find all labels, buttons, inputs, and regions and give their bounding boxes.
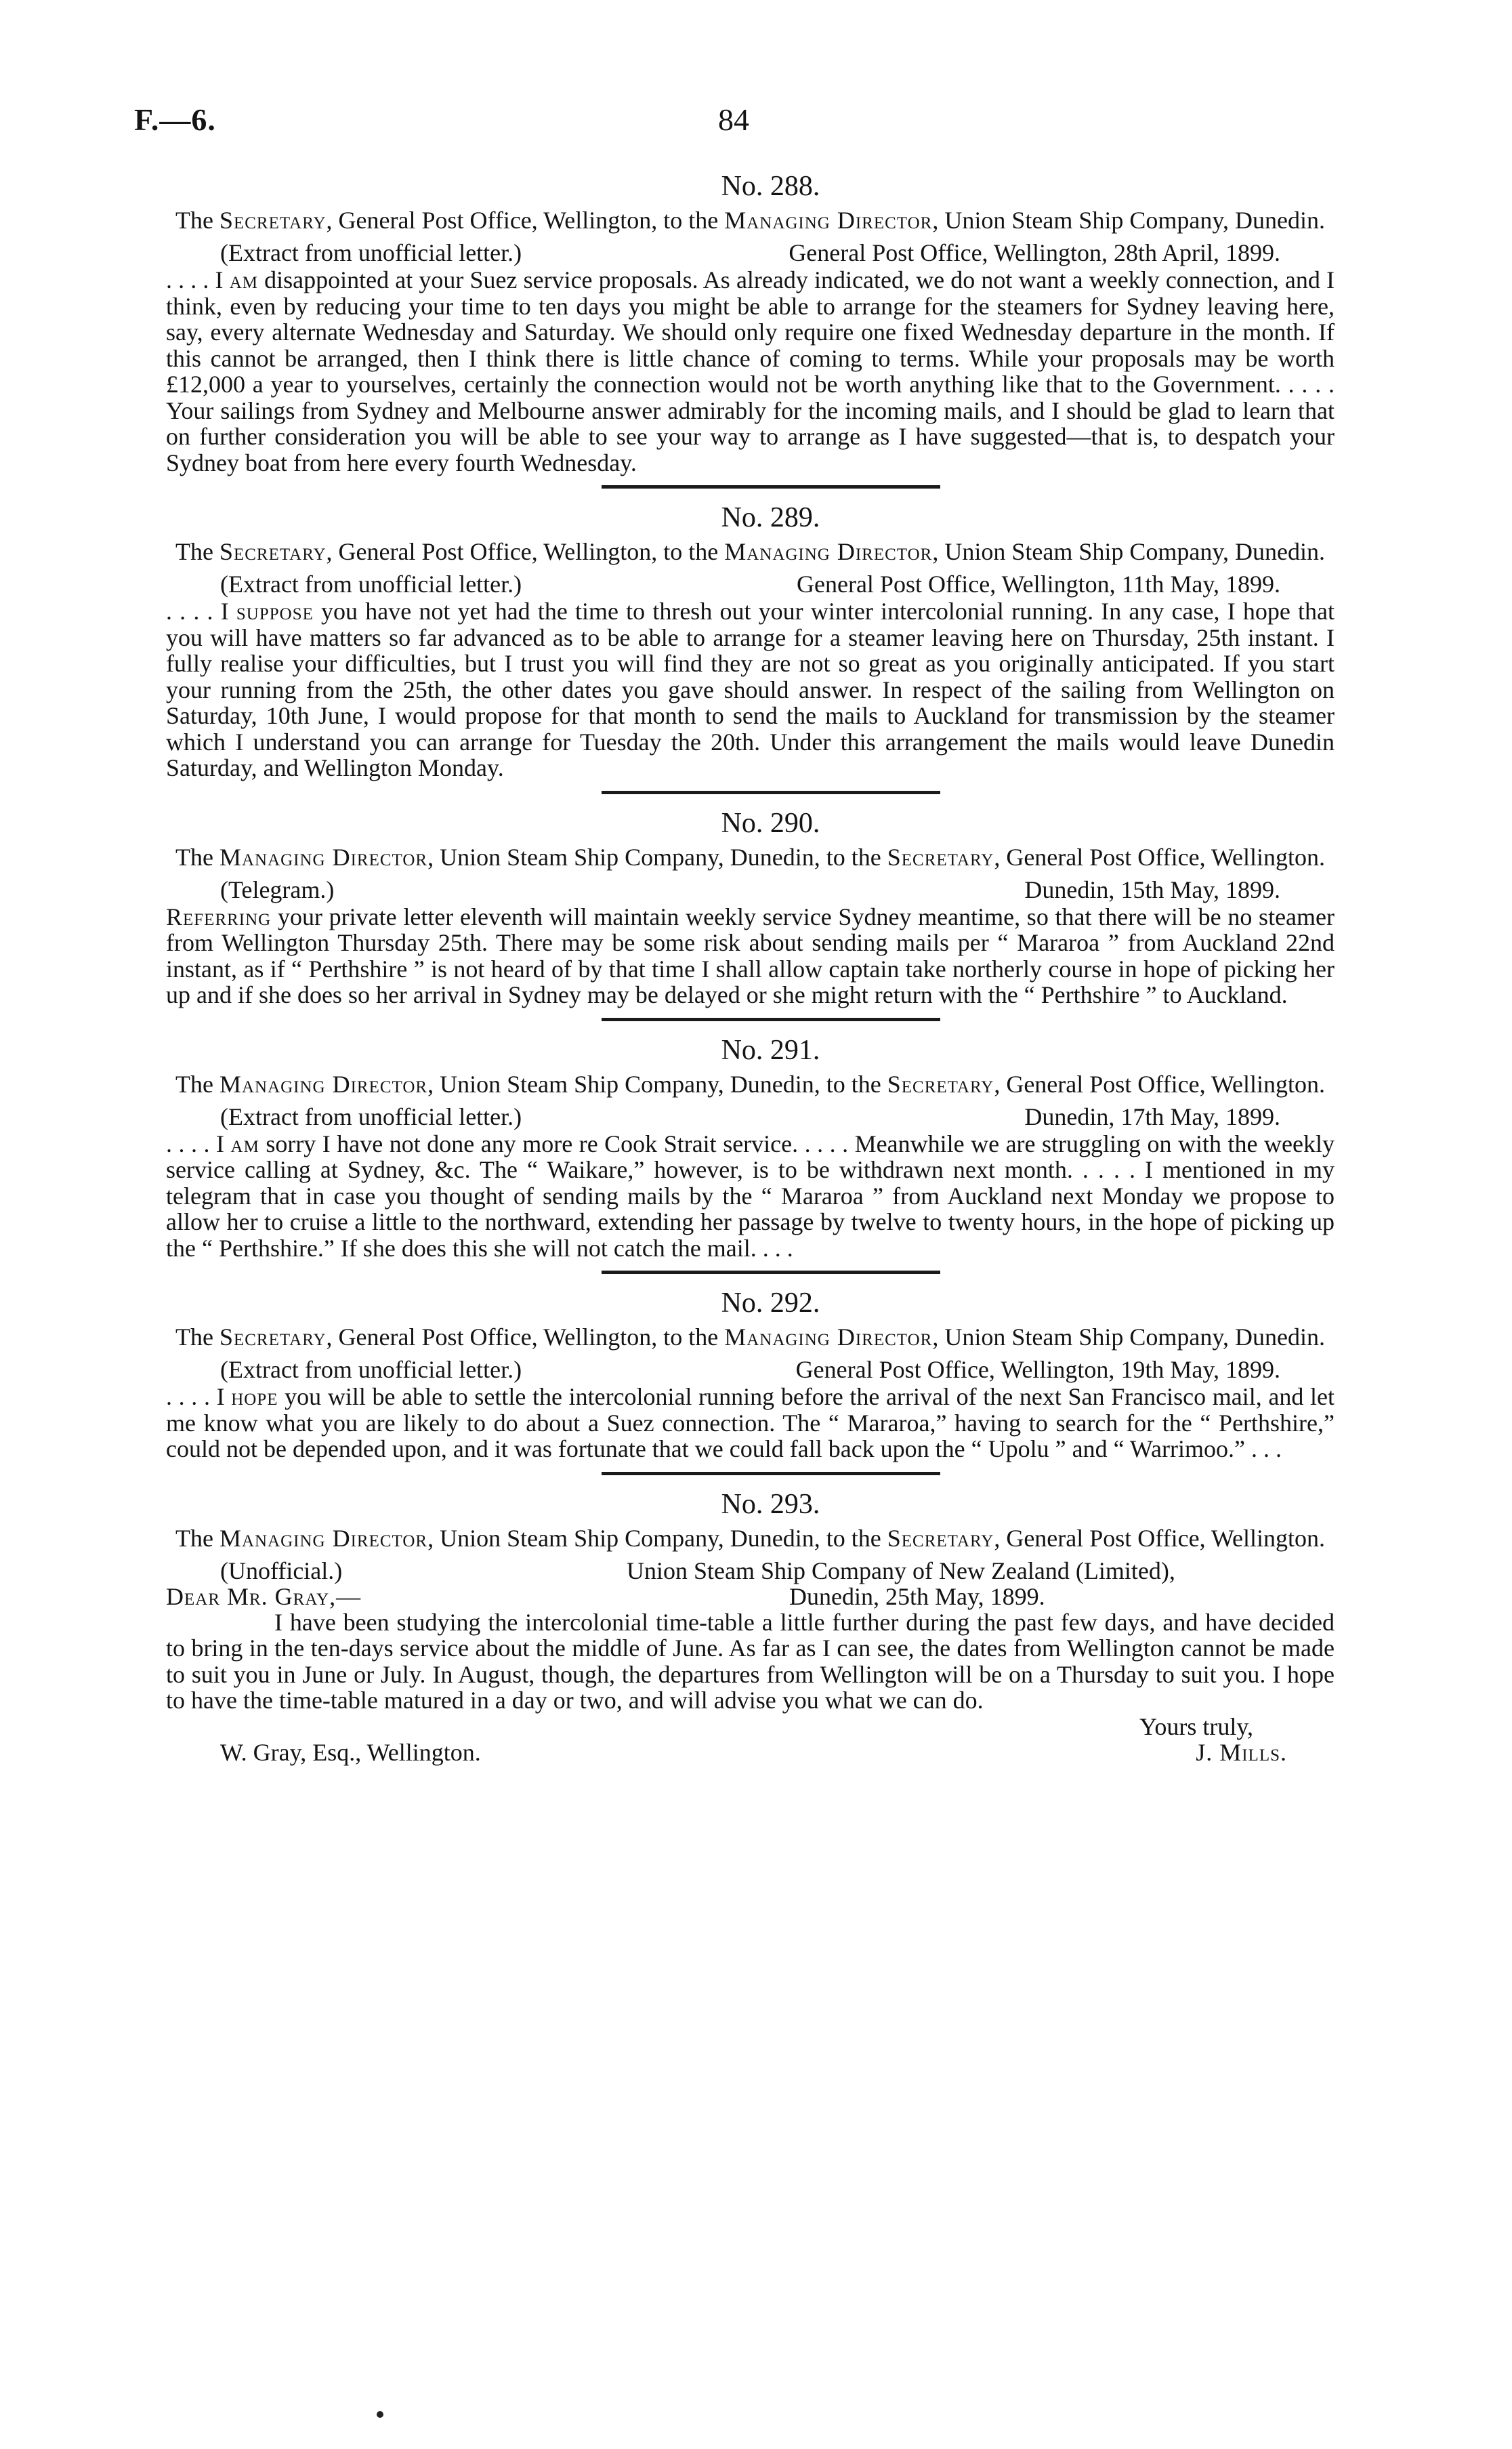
letter-heading: The Managing Director, Union Steam Ship Company, Dunedin, to the Secretary, General Post Office, Wellington. — [175, 1070, 1325, 1098]
letter-source: (Telegram.) — [220, 876, 335, 903]
letter-body: . . . . I suppose you have not yet had the time to thresh out your winter intercolonial running. In any case, I hope that you will have matters so far advanced as to be able to arrange for a steamer leaving here on Thursday, 25th instant. I fully realise your difficulties, but I trust you will find they are not so great as you originally anticipated. If you start your running from the 25th, the other dates you gave should answer. In respect of the sailing from Wellington on Saturday, 10th June, I would propose for that month to send the mails to Auckland for transmission by the steamer which I understand you can arrange for Tuesday the 20th. Under this arrangement the mails would leave Dunedin Saturday, and Wellington Monday. — [166, 598, 1335, 781]
letter-body: . . . . I am sorry I have not done any more re Cook Strait service. . . . . Meanwhile we are struggling on with the weekly service calling at Sydney, &c. The “ Waikare,” however, is to be withdrawn next month. . . . . I mentioned in my telegram that in case you thought of sending mails by the “ Mararoa ” from Auckland next Monday we propose to allow her to cruise a little to the northward, extending her passage by twelve to twenty hours, in the hope of picking up the “ Perthshire.” If she does this she will not catch the mail. . . . — [166, 1130, 1335, 1262]
section-divider — [602, 1472, 940, 1475]
letter-heading: The Secretary, General Post Office, Wellington, to the Managing Director, Union Steam Ship Company, Dunedin. — [175, 1323, 1325, 1351]
section-divider — [602, 485, 940, 489]
letter-closing — [166, 1714, 1335, 1765]
letter-293 — [166, 1487, 1335, 1765]
letter-meta — [166, 1357, 1335, 1382]
page-number: 84 — [718, 102, 749, 137]
letter-289 — [166, 501, 1335, 781]
letter-meta — [166, 1558, 1335, 1609]
valediction: Yours truly, — [1139, 1712, 1253, 1740]
letter-number: No. 292. — [721, 1288, 820, 1319]
letter-date: Dunedin, 17th May, 1899. — [1024, 1103, 1280, 1130]
section-divider — [602, 1271, 940, 1274]
letter-number: No. 290. — [721, 807, 820, 839]
letter-date: General Post Office, Wellington, 11th May, 1899. — [797, 571, 1280, 598]
letter-source: (Extract from unofficial letter.) — [220, 1103, 522, 1130]
letter-date: General Post Office, Wellington, 19th May, 1899. — [795, 1356, 1280, 1383]
letter-number: No. 293. — [721, 1488, 820, 1520]
letter-heading: The Managing Director, Union Steam Ship Company, Dunedin, to the Secretary, General Post Office, Wellington. — [175, 1524, 1325, 1552]
letter-body: . . . . I am disappointed at your Suez service proposals. As already indicated, we do not want a weekly connection, and I think, even by reducing your time to ten days you might be able to arrange for the steamers for Sydney leaving here, say, every alternate Wednesday and Saturday. We should only require one fixed Wednesday departure in the month. If this cannot be arranged, then I think there is little chance of coming to terms. While your proposals may be worth £12,000 a year to yourselves, certainly the connection would not be worth anything like that to the Government. . . . . Your sailings from Sydney and Melbourne answer admirably for the incoming mails, and I should be glad to learn that on further consideration you will be able to see your way to arrange as I have suggested—that is, to despatch your Sydney boat from here every fourth Wednesday. — [166, 266, 1335, 476]
letter-meta — [166, 240, 1335, 266]
stray-mark — [377, 2411, 383, 2418]
page-header — [0, 102, 1512, 149]
letter-source: (Extract from unofficial letter.) — [220, 1356, 522, 1383]
letter-meta — [166, 571, 1335, 597]
letter-heading: The Managing Director, Union Steam Ship Company, Dunedin, to the Secretary, General Post Office, Wellington. — [175, 843, 1325, 871]
company-name: Union Steam Ship Company of New Zealand (Limited), — [627, 1557, 1175, 1584]
letter-date: Dunedin, 15th May, 1899. — [1024, 876, 1280, 903]
letters-column — [166, 169, 1335, 1765]
letter-number: No. 291. — [721, 1034, 820, 1066]
salutation: Dear Mr. Gray,— — [166, 1582, 362, 1610]
letter-body: . . . . I hope you will be able to settle the intercolonial running before the arrival of the next San Francisco mail, and let me know what you are likely to do about a Suez connection. The “ Mararoa,” having to search for the “ Perthshire,” could not be depended upon, and it was fortunate that we could fall back upon the “ Upolu ” and “ Warrimoo.” . . . — [166, 1383, 1335, 1462]
letter-heading: The Secretary, General Post Office, Wellington, to the Managing Director, Union Steam Ship Company, Dunedin. — [175, 538, 1325, 565]
letter-meta — [166, 1104, 1335, 1130]
addressee: W. Gray, Esq., Wellington. — [220, 1738, 481, 1766]
signature: J. Mills. — [1196, 1738, 1287, 1766]
section-divider — [602, 791, 940, 794]
page-reference: F.—6. — [134, 102, 216, 137]
letter-heading: The Secretary, General Post Office, Wellington, to the Managing Director, Union Steam Ship Company, Dunedin. — [175, 207, 1325, 234]
letter-body: I have been studying the intercolonial time-table a little further during the past few days, and have decided to bring in the ten-days service about the middle of June. As far as I can see, the dates from Wellington cannot be made to suit you in June or July. In August, though, the departures from Wellington will be on a Thursday to suit you. I hope to have the time-table matured in a day or two, and will advise you what we can do. — [166, 1608, 1335, 1714]
letter-292 — [166, 1286, 1335, 1462]
letter-source: (Unofficial.) — [220, 1557, 343, 1584]
letter-source: (Extract from unofficial letter.) — [220, 571, 522, 598]
letter-body: Referring your private letter eleventh will maintain weekly service Sydney meantime, so that there will be no steamer from Wellington Thursday 25th. There may be some risk about sending mails per “ Mararoa ” from Auckland 22nd instant, as if “ Perthshire ” is not heard of by that time I shall allow captain take northerly course in hope of picking her up and if she does so her arrival in Sydney may be delayed or she might return with the “ Perthshire ” to Auckland. — [166, 903, 1335, 1008]
letter-290 — [166, 806, 1335, 1008]
letter-number: No. 289. — [721, 502, 820, 533]
letter-288 — [166, 169, 1335, 476]
letter-date: Dunedin, 25th May, 1899. — [789, 1582, 1045, 1610]
letter-291 — [166, 1033, 1335, 1262]
section-divider — [602, 1018, 940, 1021]
letter-source: (Extract from unofficial letter.) — [220, 239, 522, 266]
letter-meta — [166, 877, 1335, 903]
letter-date: General Post Office, Wellington, 28th April, 1899. — [789, 239, 1280, 266]
letter-number: No. 288. — [721, 171, 820, 202]
